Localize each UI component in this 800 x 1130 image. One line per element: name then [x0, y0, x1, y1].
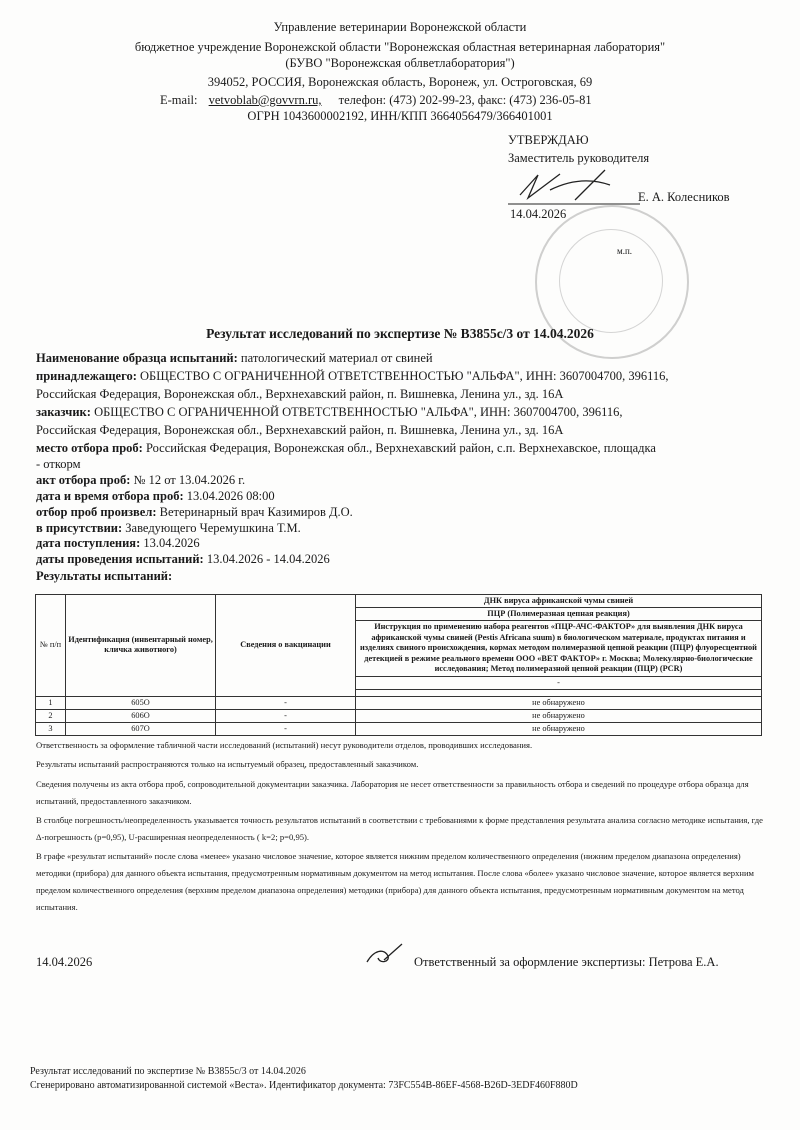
row-vacc: - — [216, 709, 356, 722]
field-results-heading: Результаты испытаний: — [36, 569, 173, 583]
row-id: 606О — [66, 709, 216, 722]
email-link[interactable]: vetvoblab@govvrn.ru, — [208, 93, 322, 107]
header-line-3: (БУВО "Воронежская облветлаборатория") — [285, 56, 515, 70]
field-owner-address: Российская Федерация, Воронежская обл., Верхнехавский район, п. Вишневка, Ленина ул., зд. 16А — [36, 387, 564, 401]
approve-label: УТВЕРЖДАЮ — [508, 133, 589, 147]
field-customer: заказчик: ОБЩЕСТВО С ОГРАНИЧЕННОЙ ОТВЕТСТВЕННОСТЬЮ "АЛЬФА", ИНН: 3607004700, 396116, — [36, 405, 623, 419]
table-row — [36, 722, 762, 735]
field-sampling-act: акт отбора проб: № 12 от 13.04.2026 г. — [36, 473, 246, 487]
th-method: ПЦР (Полимеразная цепная реакция) — [356, 608, 762, 621]
approver-position: Заместитель руководителя — [508, 151, 650, 165]
field-sampled-by: отбор проб произвел: Ветеринарный врач Казимиров Д.О. — [36, 505, 353, 519]
approver-name: Е. А. Колесников — [638, 190, 730, 204]
th-vaccination: Сведения о вакцинации — [216, 595, 356, 697]
field-sampling-place-cont: - откорм — [36, 457, 81, 471]
note-uncertainty: В столбце погрешность/неопределенность указывается точность результатов испытаний в соответствии с требованиями к форме представления результата анализа согласно методике испытания, где Δ-погрешность (р=0,95), U-расширенная неопределенность ( k=2; р=0,95). — [36, 815, 763, 842]
note-sources: Сведения получены из акта отбора проб, сопроводительной документации заказчика. Лаборатория не несет ответственности за правильность отбора и сведений по процедуре отбора образца для испытаний, предоставленного заказчиком. — [36, 779, 749, 806]
header-line-2: бюджетное учреждение Воронежской области "Воронежская областная ветеринарная лаборатория" — [134, 40, 666, 54]
row-vacc: - — [216, 722, 356, 735]
row-result: не обнаружено — [356, 696, 762, 709]
th-num: № п/п — [36, 595, 66, 697]
th-test-name: ДНК вируса африканской чумы свиней — [356, 595, 762, 608]
field-owner: принадлежащего: ОБЩЕСТВО С ОГРАНИЧЕННОЙ ОТВЕТСТВЕННОСТЬЮ "АЛЬФА", ИНН: 3607004700, 396116, — [36, 369, 669, 383]
table-row — [36, 696, 762, 709]
doc-id-line-1: Результат исследований по экспертизе № В3855с/3 от 14.04.2026 — [30, 1066, 306, 1077]
row-result: не обнаружено — [356, 722, 762, 735]
field-sample-name: Наименование образца испытаний: патологический материал от свиней — [36, 351, 433, 365]
th-spacer — [356, 689, 762, 696]
mp-label: м.п. — [617, 246, 633, 256]
approval-date: 14.04.2026 — [510, 207, 567, 221]
field-sampling-datetime: дата и время отбора проб: 13.04.2026 08:00 — [36, 489, 275, 503]
header-line-1: Управление ветеринарии Воронежской области — [273, 20, 527, 34]
row-result: не обнаружено — [356, 709, 762, 722]
row-id: 605О — [66, 696, 216, 709]
document-title: Результат исследований по экспертизе № В3855с/3 от 14.04.2026 — [206, 326, 594, 341]
table-row — [36, 709, 762, 722]
th-identification: Идентификация (инвентарный номер, кличка животного) — [66, 595, 216, 697]
row-num: 1 — [36, 696, 66, 709]
header-address: 394052, РОССИЯ, Воронежская область, Воронеж, ул. Остроговская, 69 — [207, 75, 593, 89]
header-contacts — [160, 93, 592, 108]
row-num: 3 — [36, 722, 66, 735]
field-presence: в присутствии: Заведующего Черемушкина Т.М. — [36, 521, 301, 535]
th-dash: - — [356, 676, 762, 689]
header-ogrn: ОГРН 1043600002192, ИНН/КПП 3664056479/366401001 — [247, 109, 553, 123]
field-sampling-place: место отбора проб: Российская Федерация, Воронежская обл., Верхнехавский район, с.п. Верхнехавское, площадка — [36, 441, 656, 455]
note-scope: Результаты испытаний распространяются только на испытуемый образец, предоставленный заказчиком. — [36, 759, 419, 769]
field-receipt-date: дата поступления: 13.04.2026 — [36, 536, 200, 550]
field-test-dates: даты проведения испытаний: 13.04.2026 - 14.04.2026 — [36, 552, 330, 566]
field-customer-address: Российская Федерация, Воронежская обл., Верхнехавский район, п. Вишневка, Ленина ул., зд. 16А — [36, 423, 564, 437]
row-num: 2 — [36, 709, 66, 722]
footer-date: 14.04.2026 — [36, 955, 93, 969]
doc-id-line-2: Сгенерировано автоматизированной системой «Веста». Идентификатор документа: 73FC554B-86EF-4568-B26D-3EDF460F880D — [30, 1080, 578, 1091]
th-instruction: Инструкция по применению набора реагентов «ПЦР-АЧС-ФАКТОР» для выявления ДНК вируса африканской чумы свиней (Pestis Africana suum) в биологическом материале, продуктах питания и изделиях свиного происхождения, кормах методом полимеразной цепной реакции (ПЦР) флуоресцентной детекцией в режиме реального времени ООО «ВЕТ ФАКТОР» г. Москва; Молекулярно-биологические исследования; Метод полимеразной цепной реакции (ПЦР) (PCR) — [356, 621, 762, 677]
row-id: 607О — [66, 722, 216, 735]
phones: телефон: (473) 202-99-23, факс: (473) 236-05-81 — [338, 93, 592, 107]
note-responsibility: Ответственность за оформление табличной части исследований (испытаний) несут руководители отделов, проводивших исследования. — [36, 740, 533, 750]
footer-responsible: Ответственный за оформление экспертизы: Петрова Е.А. — [414, 955, 719, 969]
responsible-signature-icon — [362, 940, 412, 970]
results-table — [35, 594, 762, 736]
note-limits: В графе «результат испытаний» после слова «менее» указано числовое значение, которое является нижним пределом количественного определения (нижним пределом диапазона определения) методики (прибора) для данного объекта испытания, предусмотренным нормативным документом на метод испытания. После слова «более» указано числовое значение, которое является верхним пределом количественного определения (верхним пределом диапазона определения) методики (прибора) для данного объекта испытания, предусмотренным нормативным документом на метод испытания. — [36, 851, 754, 912]
row-vacc: - — [216, 696, 356, 709]
email-label: E-mail: — [160, 93, 198, 107]
